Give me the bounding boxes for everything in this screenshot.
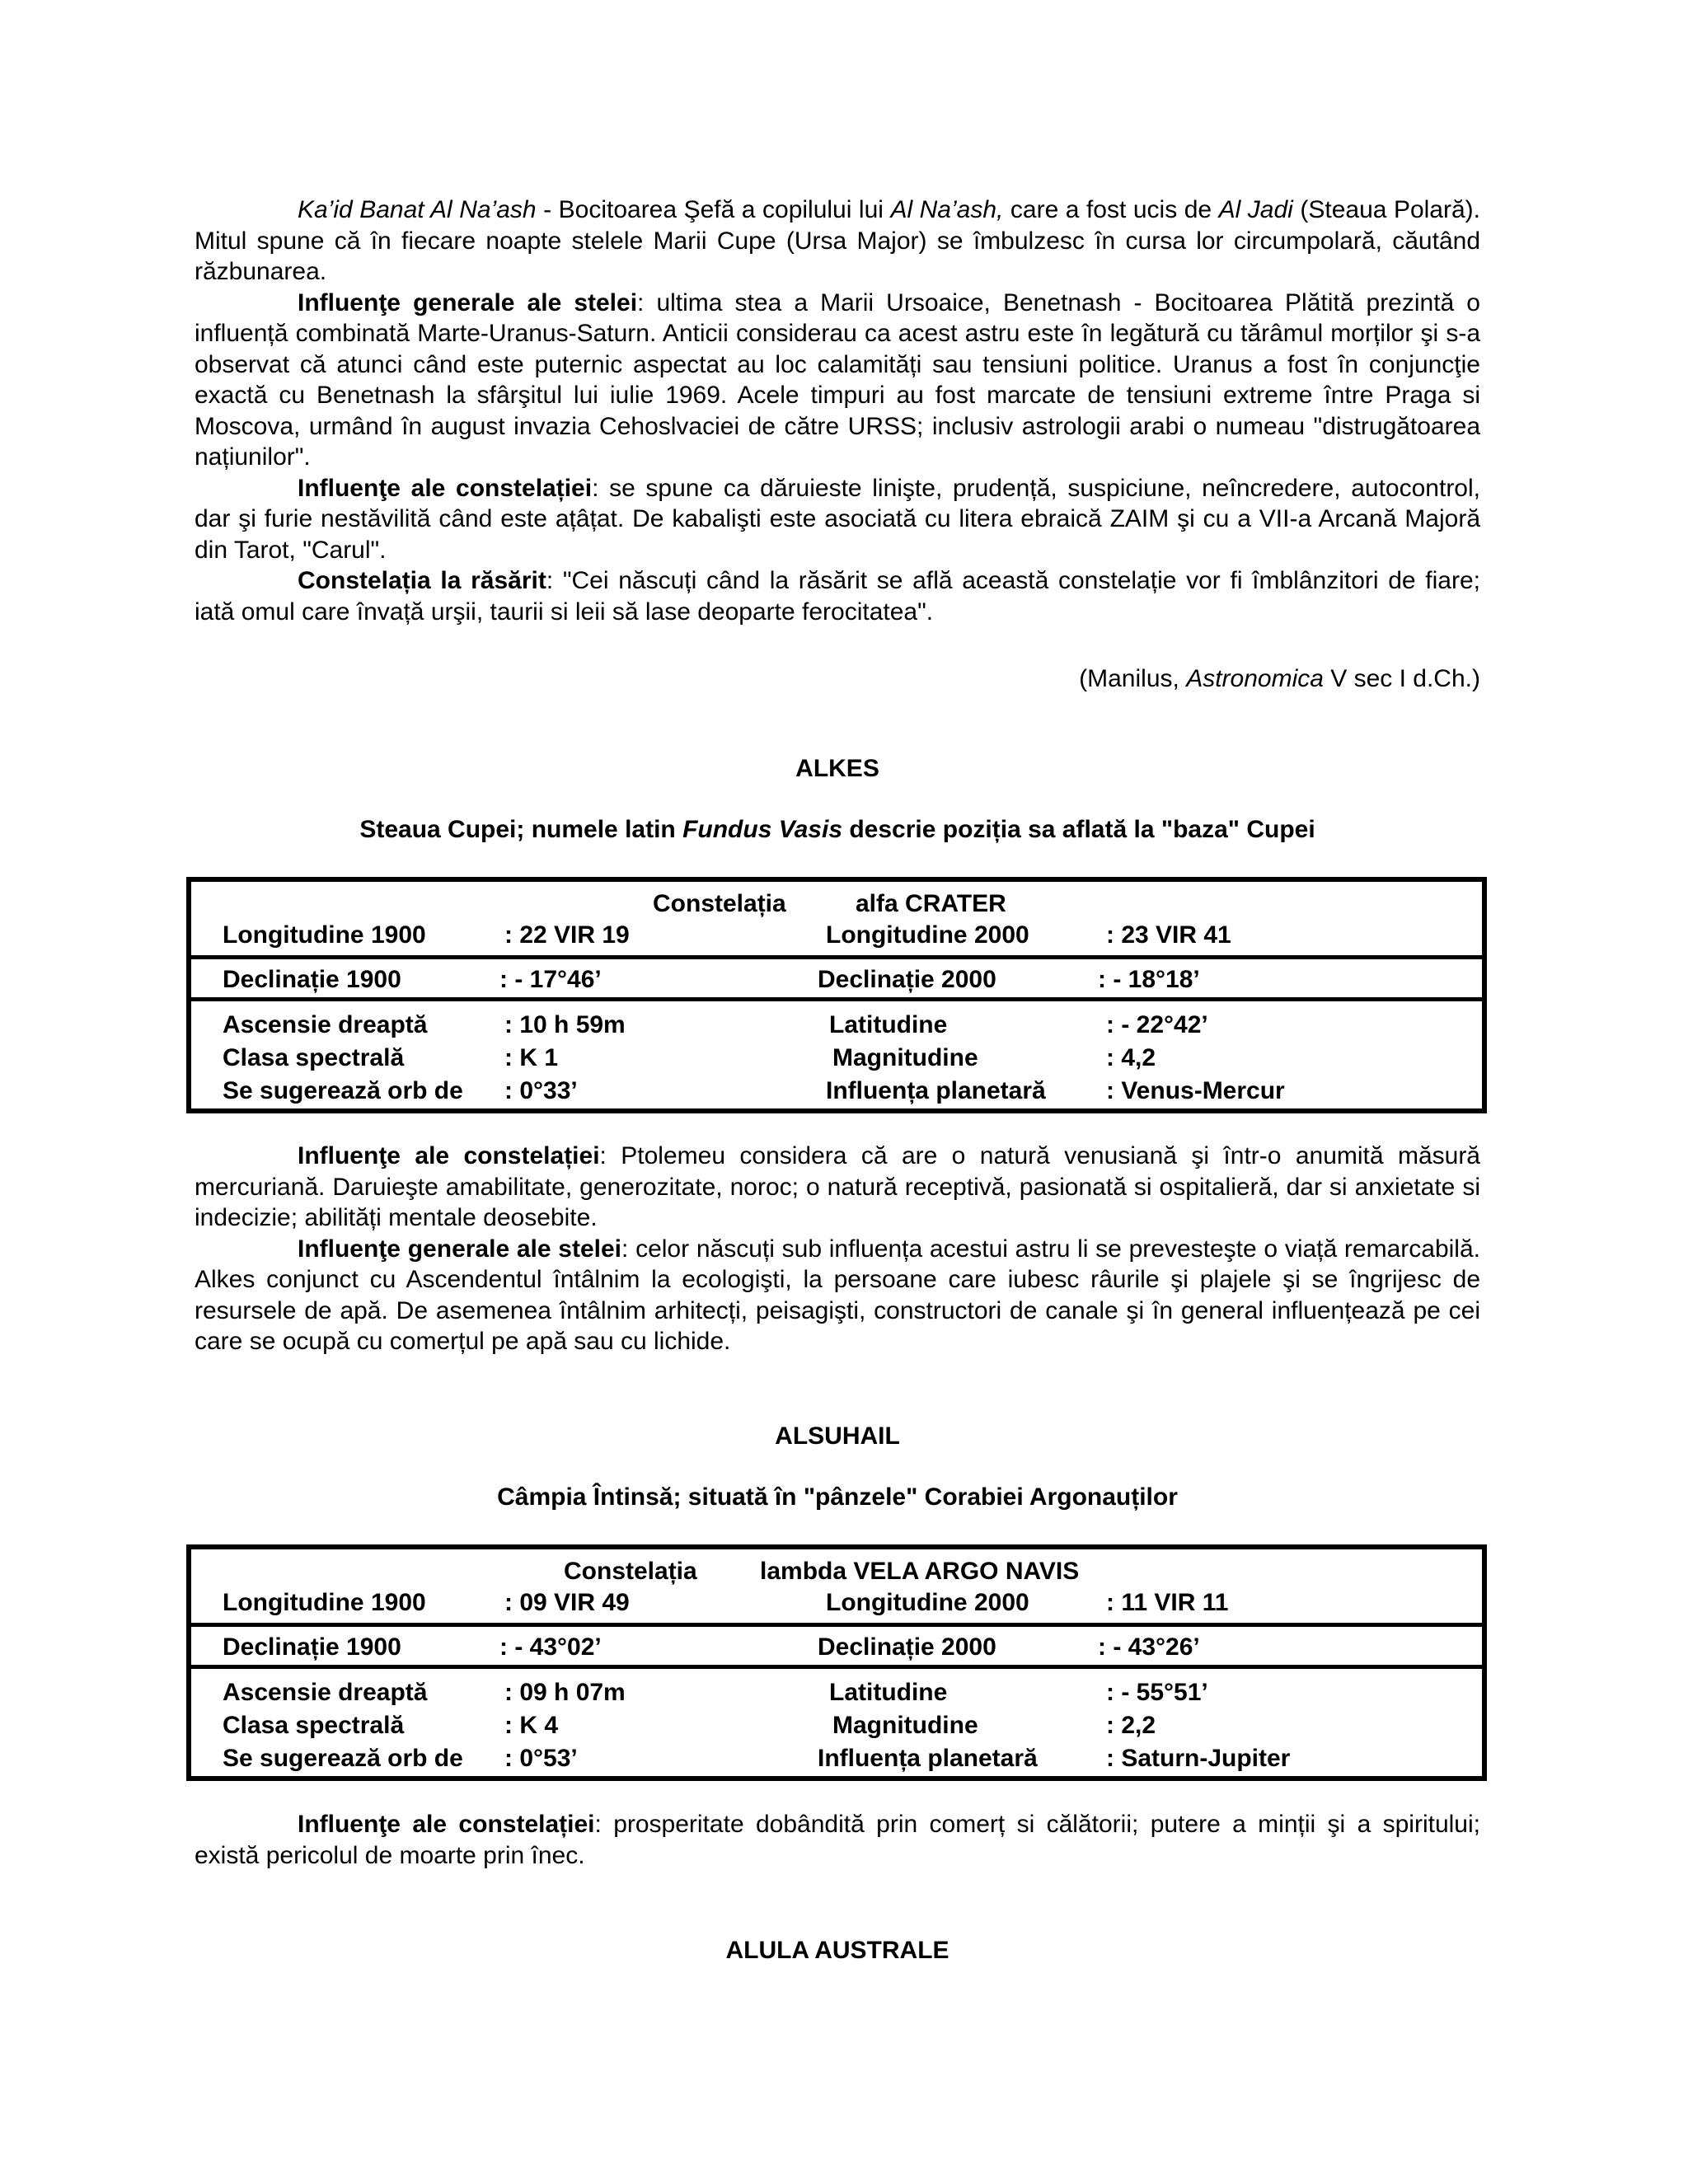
mag-value: : 4,2: [1106, 1044, 1156, 1071]
intro-paragraph-3: [195, 473, 1480, 566]
paragraph-text: : "Cei născuți când la răsărit se află această constelație vor fi îmblânzitori de fiare; iată omul care învață urşii, taurii si leii să lase deoparte ferocitatea".: [195, 567, 1481, 626]
paragraph-label: Influenţe generale ale stelei: [298, 1235, 622, 1263]
decl1900-value: : - 43°02’: [499, 1633, 602, 1661]
subtitle-pre: Steaua Cupei; numele latin: [359, 816, 683, 843]
alula-title: ALULA AUSTRALE: [725, 1937, 950, 1964]
constellation-label: Constelația: [564, 1558, 697, 1585]
mag-label: Magnitudine: [832, 1712, 978, 1739]
intro-paragraph-1: [195, 194, 1480, 288]
alsuhail-subtitle: Câmpia Întinsă; situată în "pânzele" Corabiei Argonauților: [497, 1483, 1178, 1511]
alkes-star-table: [186, 877, 1487, 1113]
paragraph-label: Influenţe generale ale stelei: [298, 288, 638, 316]
mag-value: : 2,2: [1106, 1712, 1156, 1739]
name-al-jadi: Al Jadi: [1218, 196, 1293, 223]
long2000-label: Longitudine 2000: [826, 921, 1029, 949]
decl2000-value: : - 43°26’: [1098, 1633, 1200, 1661]
orb-label: Se sugerează orb de: [223, 1745, 463, 1772]
mag-label: Magnitudine: [832, 1044, 978, 1071]
spectral-label: Clasa spectrală: [223, 1712, 405, 1739]
ra-value: : 09 h 07m: [504, 1679, 626, 1706]
alkes-paragraph-2: [195, 1234, 1480, 1357]
orb-value: : 0°33’: [504, 1077, 578, 1104]
paragraph-text: : ultima stea a Marii Ursoaice, Benetnash - Bocitoarea Plătită prezintă o influență combinată Marte-Uranus-Saturn. Anticii considerau ca acest astru este în legătură cu tărâmul morților şi s-a observat că atunci când este puternic aspectat au loc calamități sau tensiuni politice. Uranus a fost în conjuncţie exactă cu Benetnash la sfârşitul lui iulie 1969. Acele timpuri au fost marcate de tensiuni extreme între Praga si Moscova, urmând în august invazia Cehoslvaciei de către URSS; inclusiv astrologii arabi o numeau "distrugătoarea națiunilor".: [195, 288, 1480, 471]
long1900-value: : 22 VIR 19: [504, 921, 630, 949]
citation: [195, 663, 1480, 695]
decl2000-label: Declinație 2000: [818, 1633, 996, 1661]
citation-pre: (Manilus,: [1079, 665, 1187, 692]
constellation-value: lambda VELA ARGO NAVIS: [760, 1558, 1080, 1585]
constellation-label: Constelația: [653, 890, 786, 917]
long2000-value: : 11 VIR 11: [1106, 1589, 1229, 1616]
alsuhail-paragraph-1: [195, 1809, 1480, 1871]
planet-label: Influența planetară: [818, 1745, 1038, 1772]
alsuhail-title: ALSUHAIL: [775, 1422, 900, 1450]
citation-post: V sec I d.Ch.): [1323, 665, 1480, 692]
alsuhail-star-table: [186, 1544, 1487, 1781]
text: care a fost ucis de: [1003, 196, 1219, 223]
subtitle-post: descrie poziția sa aflată la "baza" Cupei: [842, 816, 1315, 843]
intro-paragraph-2: [195, 288, 1480, 473]
lat-label: Latitudine: [829, 1679, 948, 1706]
table-longitude-section: [191, 882, 1482, 955]
ra-value: : 10 h 59m: [504, 1011, 626, 1038]
alkes-paragraph-1: [195, 1141, 1480, 1234]
orb-value: : 0°53’: [504, 1745, 578, 1772]
alkes-subtitle: [195, 816, 1480, 844]
alsuhail-text: [195, 1809, 1480, 1871]
table-details-section: [191, 997, 1482, 1108]
decl1900-value: : - 17°46’: [499, 966, 602, 993]
spectral-label: Clasa spectrală: [223, 1044, 405, 1071]
long1900-label: Longitudine 1900: [223, 1589, 426, 1616]
planet-label: Influența planetară: [826, 1077, 1046, 1104]
lat-value: : - 55°51’: [1106, 1679, 1208, 1706]
decl2000-value: : - 18°18’: [1098, 966, 1200, 993]
long2000-value: : 23 VIR 41: [1106, 921, 1231, 949]
ra-label: Ascensie dreaptă: [223, 1679, 428, 1706]
paragraph-label: Influenţe ale constelației: [298, 1142, 600, 1169]
intro-paragraph-4: [195, 565, 1480, 627]
paragraph-text: : se spune ca dăruieste linişte, prudență, suspiciune, neîncredere, autocontrol, dar şi furie nestăvilită când este ațâțat. De kabalişti este asociată cu litera ebraică ZAIM şi cu a VII-a Arcană Majoră din Tarot, "Carul".: [195, 474, 1480, 564]
paragraph-label: Constelația la răsărit: [298, 567, 546, 594]
lat-label: Latitudine: [829, 1011, 948, 1038]
paragraph-text: : celor născuți sub influența acestui astru li se prevesteşte o viață remarcabilă. Alkes conjunct cu Ascendentul întâlnim la ecologişti, la persoane care iubesc râurile şi plajele şi se îngrijesc de resursele de apă. De asemenea întâlnim arhitecți, peisagişti, constructori de canale şi în general influențează pe cei care se ocupă cu comerțul pe apă sau cu lichide.: [195, 1235, 1480, 1355]
table-declination-section: [191, 1623, 1482, 1665]
alkes-title: ALKES: [795, 755, 879, 782]
decl1900-label: Declinație 1900: [223, 966, 401, 993]
long2000-label: Longitudine 2000: [826, 1589, 1029, 1616]
long1900-label: Longitudine 1900: [223, 921, 426, 949]
table-declination-section: [191, 955, 1482, 997]
ra-label: Ascensie dreaptă: [223, 1011, 428, 1038]
table-details-section: [191, 1665, 1482, 1776]
decl2000-label: Declinație 2000: [818, 966, 996, 993]
name-kaid: Ka’id Banat Al Na’ash: [298, 196, 537, 223]
citation-work: Astronomica: [1186, 665, 1324, 692]
paragraph-text: : prosperitate dobândită prin comerț si călătorii; putere a minții şi a spiritului; există pericolul de moarte prin înec.: [195, 1811, 1480, 1869]
intro-section: [195, 194, 1480, 627]
paragraph-text: : Ptolemeu considera că are o natură venusiană şi într-o anumită măsură mercuriană. Daruieşte amabilitate, generozitate, noroc; o natură receptivă, pasionată si ospitalieră, dar si anxietate si indecizie; abilități mentale deosebite.: [195, 1142, 1480, 1231]
spectral-value: : K 4: [504, 1712, 559, 1739]
text: - Bocitoarea Şefă a copilului lui: [536, 196, 891, 223]
decl1900-label: Declinație 1900: [223, 1633, 401, 1661]
long1900-value: : 09 VIR 49: [504, 1589, 630, 1616]
constellation-value: alfa CRATER: [856, 890, 1006, 917]
paragraph-label: Influenţe ale constelației: [298, 1811, 595, 1838]
lat-value: : - 22°42’: [1106, 1011, 1208, 1038]
table-longitude-section: [191, 1549, 1482, 1623]
planet-value: : Venus-Mercur: [1106, 1077, 1285, 1104]
subtitle-italic: Fundus Vasis: [682, 816, 843, 843]
planet-value: : Saturn-Jupiter: [1106, 1745, 1291, 1772]
paragraph-label: Influenţe ale constelației: [298, 474, 593, 502]
spectral-value: : K 1: [504, 1044, 559, 1071]
name-al-naash: Al Na’ash,: [890, 196, 1004, 223]
orb-label: Se sugerează orb de: [223, 1077, 463, 1104]
text: (Steaua Polară). Mitul spune că în fiecare noapte stelele Marii Cupe (Ursa Major) se îmbulzesc în cursa lor circumpolară, căutând răzbunarea.: [195, 196, 1480, 285]
alkes-text: [195, 1141, 1480, 1357]
